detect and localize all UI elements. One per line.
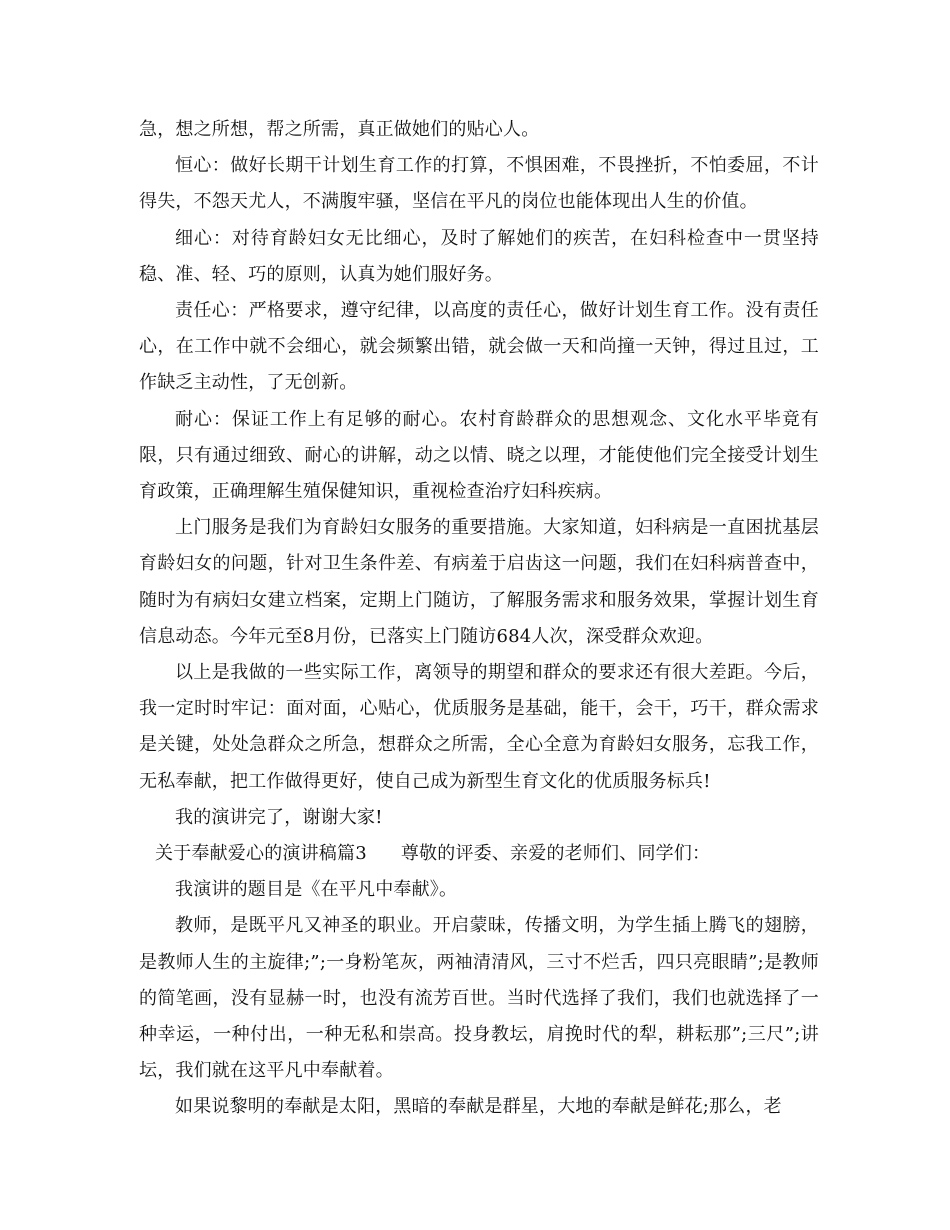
paragraph-speech-topic: 我演讲的题目是《在平凡中奉献》。 (175, 879, 458, 901)
paragraph-continuation: 急，想之所想，帮之所需，真正做她们的贴心人。 (139, 119, 540, 140)
paragraph-patience: 耐心：保证工作上有足够的耐心。农村育龄群众的思想观念、文化水平毕竟有限，只有通过细致、耐心的讲解，动之以情、晓之以理，才能使他们完全接受计划生育政策，正确理解生殖保健知识，重视检查治疗妇科疾病。 (139, 408, 819, 503)
paragraph-dedication: 如果说黎明的奉献是太阳，黑暗的奉献是群星，大地的奉献是鲜花;那么，老 (175, 1096, 782, 1118)
section-title: 关于奉献爱心的演讲稿篇3 (155, 843, 367, 865)
paragraph-teacher: 教师，是既平凡又神圣的职业。开启蒙昧，传播文明，为学生插上腾飞的翅膀，是教师人生的主旋律;”;一身粉笔灰，两袖清清风，三寸不烂舌，四只亮眼睛”;是教师的简笔画，没有显赫一时，也没有流芳百世。当时代选择了我们，我们也就选择了一种幸运，一种付出，一种无私和崇高。投身教坛，肩挽时代的犁，耕耘那”;三尺”;讲坛，我们就在这平凡中奉献着。 (139, 915, 819, 1082)
greeting: 尊敬的评委、亲爱的老师们、同学们： (400, 843, 711, 865)
section-heading-line (155, 836, 819, 872)
paragraph-conclusion: 以上是我做的一些实际工作，离领导的期望和群众的要求还有很大差距。今后，我一定时时牢记：面对面，心贴心，优质服务是基础，能干，会干，巧干，群众需求是关键，处处急群众之所急，想群众之所需，全心全意为育龄妇女服务，忘我工作，无私奉献，把工作做得更好，使自己成为新型生育文化的优质服务标兵! (139, 662, 819, 792)
paragraph-responsibility: 责任心：严格要求，遵守纪律，以高度的责任心，做好计划生育工作。没有责任心，在工作中就不会细心，就会频繁出错，就会做一天和尚撞一天钟，得过且过，工作缺乏主动性，了无创新。 (139, 300, 819, 394)
paragraph-carefulness: 细心：对待育龄妇女无比细心，及时了解她们的疾苦，在妇科检查中一贯坚持稳、准、轻、巧的原则，认真为她们服好务。 (139, 227, 819, 285)
paragraph-thanks: 我的演讲完了，谢谢大家! (175, 806, 383, 828)
paragraph-perseverance: 恒心：做好长期干计划生育工作的打算，不惧困难，不畏挫折，不怕委屈，不计得失，不怨天尤人，不满腹牢骚，坚信在平凡的岗位也能体现出人生的价值。 (139, 155, 819, 213)
paragraph-home-service: 上门服务是我们为育龄妇女服务的重要措施。大家知道，妇科病是一直困扰基层育龄妇女的问题，针对卫生条件差、有病羞于启齿这一问题，我们在妇科病普查中，随时为有病妇女建立档案，定期上门随访，了解服务需求和服务效果，掌握计划生育信息动态。今年元至8月份，已落实上门随访684人次，深受群众欢迎。 (139, 517, 819, 647)
document-body (139, 112, 819, 1126)
